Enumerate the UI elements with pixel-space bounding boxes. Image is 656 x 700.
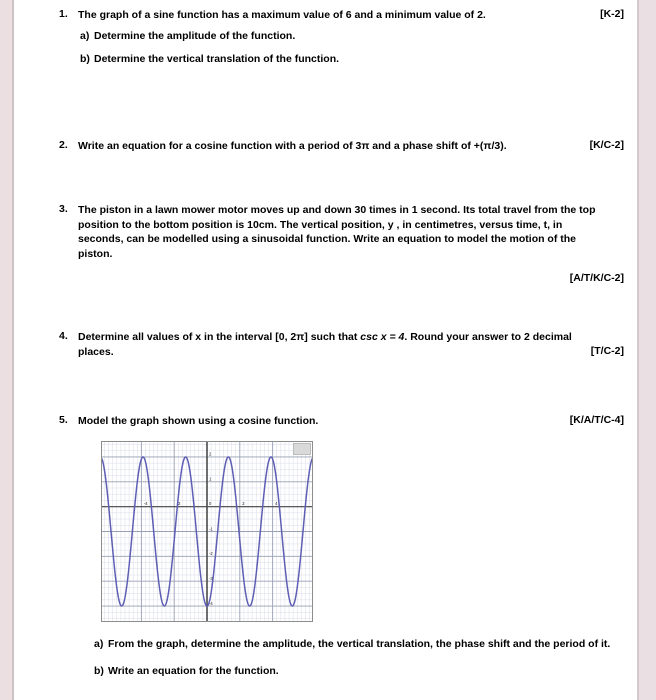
question-5-graph <box>101 441 313 622</box>
question-5-number: 5. <box>59 414 68 426</box>
question-4-expression: csc x = 4 <box>360 331 405 343</box>
question-1a-label: a) <box>80 30 90 42</box>
question-5b-text: Write an equation for the function. <box>108 665 279 677</box>
question-2-text: Write an equation for a cosine function with a period of 3π and a phase shift of +(π/3). <box>78 140 507 152</box>
svg-text:1: 1 <box>209 476 212 482</box>
svg-text:2: 2 <box>209 451 212 457</box>
question-4-number: 4. <box>59 330 68 342</box>
svg-text:-2: -2 <box>209 551 213 557</box>
question-2-number: 2. <box>59 139 68 151</box>
svg-text:-2: -2 <box>176 501 181 507</box>
question-4-text-pre: Determine all values of x in the interval [0, 2π] such that <box>78 331 361 343</box>
question-1-number: 1. <box>59 8 68 20</box>
svg-text:-4: -4 <box>209 600 213 606</box>
question-3-number: 3. <box>59 203 68 215</box>
question-3-marks: [A/T/K/C-2] <box>569 272 624 284</box>
svg-text:-3: -3 <box>209 576 213 582</box>
sinusoid-plot <box>102 442 312 621</box>
question-4-text-post: . Round your answer to 2 decimal places. <box>78 331 572 358</box>
question-1a-text: Determine the amplitude of the function. <box>94 30 296 42</box>
question-5b-label: b) <box>94 665 104 677</box>
question-2-marks: [K/C-2] <box>589 139 624 151</box>
question-4-marks: [T/C-2] <box>590 345 624 357</box>
question-1-marks: [K-2] <box>600 8 624 20</box>
question-1b-label: b) <box>80 53 90 65</box>
question-1-text: The graph of a sine function has a maximum value of 6 and a minimum value of 2. <box>78 9 486 21</box>
question-5-text: Model the graph shown using a cosine function. <box>78 415 319 427</box>
svg-text:0: 0 <box>209 501 212 507</box>
svg-text:-1: -1 <box>209 526 213 532</box>
question-5-marks: [K/A/T/C-4] <box>569 414 624 426</box>
question-5a-label: a) <box>94 638 104 650</box>
question-4-text <box>78 330 598 359</box>
question-1b-text: Determine the vertical translation of the function. <box>94 53 340 65</box>
svg-text:4: 4 <box>275 501 278 507</box>
question-5a-text: From the graph, determine the amplitude, the vertical translation, the phase shift and the period of it. <box>108 638 611 650</box>
right-margin-strip <box>637 0 656 700</box>
svg-text:2: 2 <box>242 501 245 507</box>
graph-corner-tab <box>293 443 311 455</box>
svg-text:-4: -4 <box>143 501 148 507</box>
question-3-text: The piston in a lawn mower motor moves up and down 30 times in 1 second. Its total travel from the top position to the bottom position is 10cm. The vertical position, y , in centimetres, versus time, t, in seconds, can be modelled using a sinusoidal function. Write an equation to model the motion of the piston. <box>78 204 596 260</box>
